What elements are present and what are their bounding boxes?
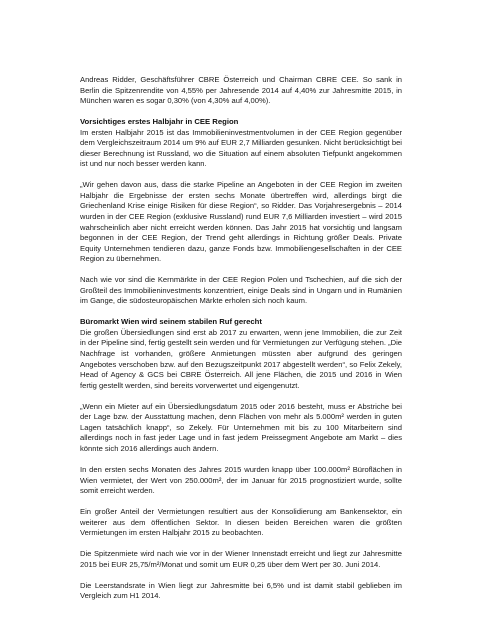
paragraph-intro-yields: Andreas Ridder, Geschäftsführer CBRE Österreich und Chairman CBRE CEE. So sank in Berlin die Spitzenrendite von 4,55% per Jahresende 2014 auf 4,40% zur Jahresmitte 2015, in München waren es sogar 0,30% (von 4,30% auf 4,00%).: [80, 75, 402, 106]
paragraph-cee-outlook-quote: „Wir gehen davon aus, dass die starke Pipeline an Angeboten in der CEE Region im zweiten Halbjahr die Ergebnisse der ersten sechs Monate übertreffen wird, allerdings birgt die Griechenland Krise einige Risiken für diese Region“, so Ridder. Das Vorjahresergebnis – 2014 wurden in der CEE Region (exklusive Russland) rund EUR 7,6 Milliarden investiert – wird 2015 wahrscheinlich aber nicht erreicht werden können. Das Jahr 2015 hat vorsichtig und langsam begonnen in der CEE Region, der Trend geht allerdings in Richtung größer Deals. Private Equity Unternehmen tendieren dazu, ganze Fonds bzw. Immobiliengesellschaften in der CEE Region zu übernehmen.: [80, 180, 402, 264]
paragraph-vacancy-rate: Die Leerstandsrate in Wien liegt zur Jahresmitte bei 6,5% und ist damit stabil geblieben im Vergleich zum H1 2014.: [80, 580, 402, 601]
paragraph-vienna-relocations: Die großen Übersiedlungen sind erst ab 2017 zu erwarten, wenn jene Immobilien, die zur Zeit in der Pipeline sind, fertig gestellt sein werden und für Vermietungen zur Verfügung stehen. „Die Nachfrage ist vorhanden, größere Anmietungen müssten aber aufgrund des geringen Angebotes verschoben bzw. auf den Bezugszeitpunkt 2017 abgestellt werden“, so Felix Zekely, Head of Agency & GCS bei CBRE Österreich. All jene Flächen, die 2015 und 2016 in Wien fertig gestellt werden, sind bereits vorverwertet und eigengenutzt.: [80, 327, 402, 390]
paragraph-banking-public-sector: Ein großer Anteil der Vermietungen resultiert aus der Konsolidierung am Bankensektor, ein weiterer aus dem öffentlichen Sektor. In diesen beiden Bereichen waren die größten Vermietungen im ersten Halbjahr 2015 zu beobachten.: [80, 507, 402, 538]
heading-vienna-office-market: Büromarkt Wien wird seinem stabilen Ruf gerecht: [80, 317, 262, 327]
paragraph-prime-rent: Die Spitzenmiete wird nach wie vor in der Wiener Innenstadt erreicht und liegt zur Jahresmitte 2015 bei EUR 25,75/m²/Monat und somit um EUR 0,25 über dem Wert per 30. Juni 2014.: [80, 549, 402, 569]
paragraph-cee-core-markets: Nach wie vor sind die Kernmärkte in der CEE Region Polen und Tschechien, auf die sich der Großteil des Immobilieninvestments konzentriert, einige Deals sind in Ungarn und in Rumänien im Gange, die südosteuropäischen Märkte erholen sich noch kaum.: [80, 275, 402, 306]
document-body: [80, 75, 402, 612]
heading-cee-region: Vorsichtiges erstes Halbjahr in CEE Region: [80, 117, 239, 127]
paragraph-vienna-lettings-volume: In den ersten sechs Monaten des Jahres 2015 wurden knapp über 100.000m² Büroflächen in Wien vermietet, der Wert von 250.000m², der im Januar für 2015 prognostiziert wurde, sollte somit erreicht werden.: [80, 464, 402, 496]
paragraph-cee-investment-volume: Im ersten Halbjahr 2015 ist das Immobilieninvestmentvolumen in der CEE Region gegenüber dem Vergleichszeitraum 2014 um 9% auf EUR 2,7 Milliarden gesunken. Nicht berücksichtigt bei dieser Berechnung ist Russland, wo die Situation auf einem absoluten Tiefpunkt angekommen ist und nur noch besser werden kann.: [80, 127, 402, 169]
paragraph-zekely-quote: „Wenn ein Mieter auf ein Übersiedlungsdatum 2015 oder 2016 besteht, muss er Abstriche bei der Lage bzw. der Ausstattung machen, denn Flächen von mehr als 5.000m² werden in guten Lagen tatsächlich knapp“, so Zekely. Für Unternehmen mit bis zu 100 Mitarbeitern sind allerdings noch in fast jeder Lage und in fast jedem Preissegment Angebote am Markt – dies könnte sich 2016 allerdings auch ändern.: [80, 401, 402, 453]
